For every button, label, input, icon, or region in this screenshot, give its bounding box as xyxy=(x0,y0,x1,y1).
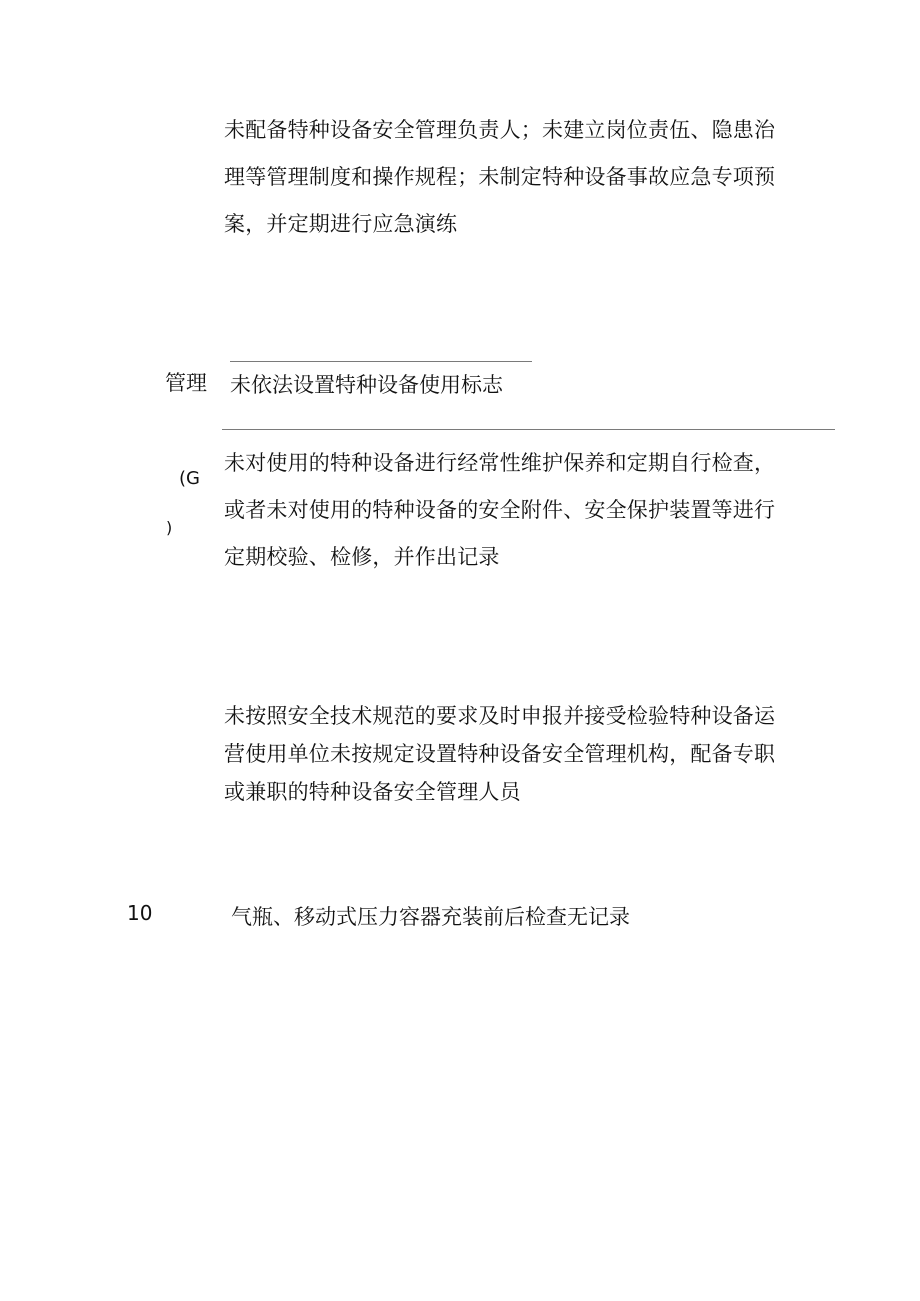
paragraph-inspection xyxy=(224,699,775,809)
text-line: 定期校验、检修，并作出记录 xyxy=(224,545,500,569)
row-usage-sign: 未依法设置特种设备使用标志 xyxy=(230,373,503,397)
category-label: 管理 xyxy=(165,371,207,395)
paragraph-management-duties xyxy=(224,113,775,241)
category-code-open: (G xyxy=(179,468,200,489)
item-number: 10 xyxy=(127,901,153,925)
text-line: 未对使用的特种设备进行经常性维护保养和定期自行检查， xyxy=(224,451,776,475)
table-rule-short xyxy=(230,361,532,362)
text-line: 或者未对使用的特种设备的安全附件、安全保护装置等进行 xyxy=(224,498,776,522)
table-rule-long xyxy=(222,429,835,430)
text-line: 案，并定期进行应急演练 xyxy=(224,212,458,236)
item-text: 气瓶、移动式压力容器充装前后检查无记录 xyxy=(231,905,630,929)
text-line: 未配备特种设备安全管理负责人；未建立岗位责伍、隐患治 xyxy=(224,118,776,142)
text-line: 营使用单位未按规定设置特种设备安全管理机构，配备专职 xyxy=(224,742,776,766)
category-code-close: ) xyxy=(166,518,173,537)
paragraph-maintenance xyxy=(224,446,775,574)
text-line: 未按照安全技术规范的要求及时申报并接受检验特种设备运 xyxy=(224,704,776,728)
text-line: 或兼职的特种设备安全管理人员 xyxy=(224,780,521,804)
text-line: 理等管理制度和操作规程；未制定特种设备事故应急专项预 xyxy=(224,165,776,189)
